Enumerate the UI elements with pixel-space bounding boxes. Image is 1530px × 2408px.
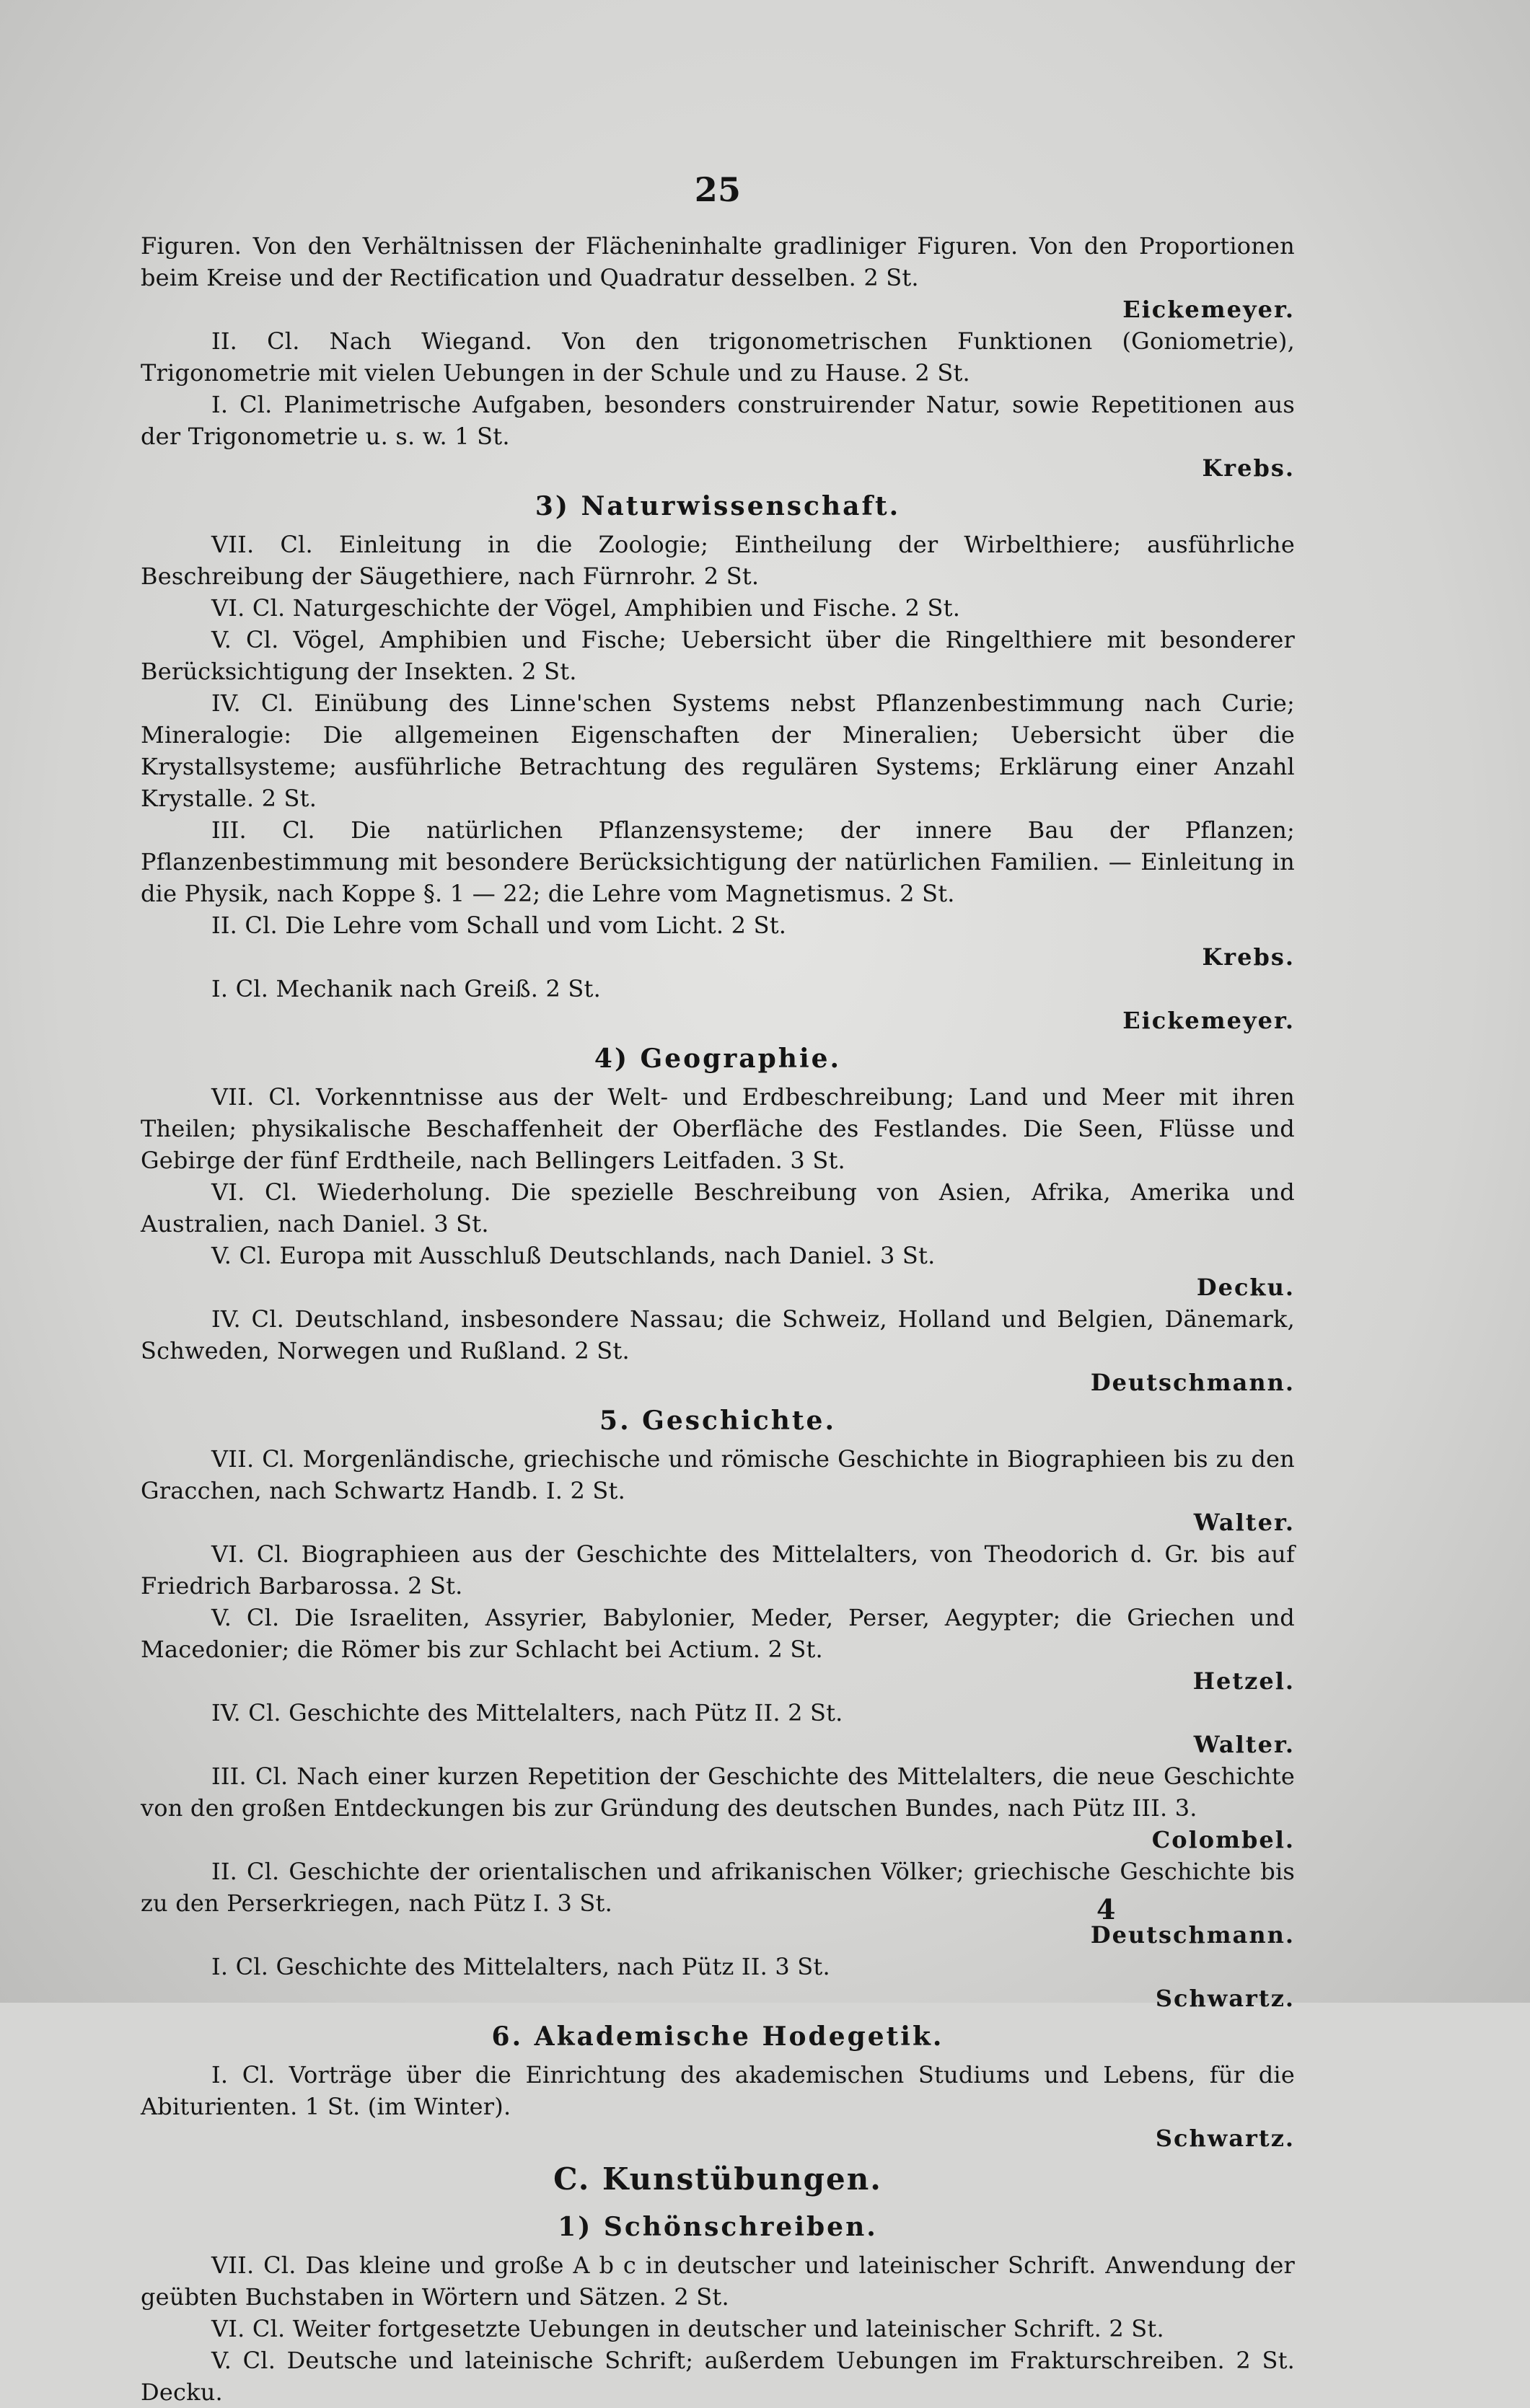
teacher-name: Krebs.: [1202, 454, 1295, 482]
entry-text: II. Cl. Geschichte der orientalischen und afrikanischen Völker; griechische Geschichte bis zu den Perserkriegen, nach Pütz I. 3 St.: [141, 1858, 1295, 1917]
entry-text: V. Cl. Die Israeliten, Assyrier, Babylonier, Meder, Perser, Aegypter; die Griechen und Macedonier; die Römer bis zur Schlacht bei Actium. 2 St.: [141, 1604, 1295, 1663]
teacher-name: Schwartz.: [1155, 2125, 1295, 2152]
entry-text: VII. Cl. Morgenländische, griechische und römische Geschichte in Biographieen bis zu den Gracchen, nach Schwartz Handb. I. 2 St.: [141, 1445, 1295, 1504]
entry-text: VII. Cl. Einleitung in die Zoologie; Eintheilung der Wirbelthiere; ausführliche Beschreibung der Säugethiere, nach Fürnrohr. 2 St.: [141, 531, 1295, 590]
entry-text: I. Cl. Planimetrische Aufgaben, besonders construirender Natur, sowie Repetitionen aus der Trigonometrie u. s. w. 1 St.: [141, 391, 1295, 450]
teacher-name: Walter.: [1193, 1731, 1295, 1758]
section-heading: 3) Naturwissenschaft.: [535, 491, 901, 521]
page-content: [141, 155, 1295, 2408]
entry-text: V. Cl. Europa mit Ausschluß Deutschlands, nach Daniel. 3 St.: [211, 1242, 936, 1269]
entry-text: I. Cl. Mechanik nach Greiß. 2 St.: [211, 975, 601, 1002]
entry-text: IV. Cl. Einübung des Linne'schen Systems nebst Pflanzenbestimmung nach Curie; Mineralogie: Die allgemeinen Eigenschaften der Mineralien; Uebersicht über die Krystallsysteme; ausführliche Betrachtung des regulären Systems; Erklärung einer Anzahl Krystalle. 2 St.: [141, 689, 1295, 812]
section-heading: 5. Geschichte.: [599, 1406, 836, 1436]
entry-text: V. Cl. Vögel, Amphibien und Fische; Uebersicht über die Ringelthiere mit besonderer Berücksichtigung der Insekten. 2 St.: [141, 626, 1295, 685]
entry-text: V. Cl. Deutsche und lateinische Schrift; außerdem Uebungen im Frakturschreiben. 2 St. Decku.: [141, 2347, 1295, 2406]
page-number: 25: [694, 170, 742, 209]
entry-text: IV. Cl. Deutschland, insbesondere Nassau; die Schweiz, Holland und Belgien, Dänemark, Schweden, Norwegen und Rußland. 2 St.: [141, 1305, 1295, 1364]
entry-text: VI. Cl. Biographieen aus der Geschichte des Mittelalters, von Theodorich d. Gr. bis auf Friedrich Barbarossa. 2 St.: [141, 1540, 1295, 1600]
teacher-name: Eickemeyer.: [1122, 1007, 1295, 1034]
teacher-name: Krebs.: [1202, 943, 1295, 971]
teacher-name: Eickemeyer.: [1122, 296, 1295, 323]
teacher-name: Deutschmann.: [1090, 1921, 1295, 1949]
entry-text: VII. Cl. Vorkenntnisse aus der Welt- und Erdbeschreibung; Land und Meer mit ihren Theilen; physikalische Beschaffenheit der Oberfläche des Festlandes. Die Seen, Flüsse und Gebirge der fünf Erdtheile, nach Bellingers Leitfaden. 3 St.: [141, 1083, 1295, 1174]
teacher-name: Decku.: [1196, 1274, 1295, 1301]
teacher-name: Schwartz.: [1155, 1985, 1295, 2012]
teacher-name: Colombel.: [1151, 1826, 1295, 1853]
entry-text: Figuren. Von den Verhältnissen der Flächeninhalte gradliniger Figuren. Von den Proportionen beim Kreise und der Rectification und Quadratur desselben. 2 St.: [141, 232, 1295, 291]
entry-text: VII. Cl. Das kleine und große A b c in deutscher und lateinischer Schrift. Anwendung der geübten Buchstaben in Wörtern und Sätzen. 2 St.: [141, 2252, 1295, 2311]
entry-text: IV. Cl. Geschichte des Mittelalters, nach Pütz II. 2 St.: [211, 1699, 843, 1726]
entry-text: VI. Cl. Naturgeschichte der Vögel, Amphibien und Fische. 2 St.: [211, 594, 961, 622]
teacher-name: Walter.: [1193, 1509, 1295, 1536]
entry-text: II. Cl. Die Lehre vom Schall und vom Licht. 2 St.: [211, 912, 787, 939]
entry-text: VI. Cl. Weiter fortgesetzte Uebungen in deutscher und lateinischer Schrift. 2 St.: [211, 2315, 1164, 2342]
section-heading: 1) Schönschreiben.: [558, 2212, 878, 2242]
entry-text: VI. Cl. Wiederholung. Die spezielle Beschreibung von Asien, Afrika, Amerika und Australien, nach Daniel. 3 St.: [141, 1178, 1295, 1238]
entry-text: III. Cl. Die natürlichen Pflanzensysteme; der innere Bau der Pflanzen; Pflanzenbestimmung mit besondere Berücksichtigung der natürlichen Familien. — Einleitung in die Physik, nach Koppe §. 1 — 22; die Lehre vom Magnetismus. 2 St.: [141, 816, 1295, 907]
major-heading: C. Kunstübungen.: [553, 2161, 882, 2197]
entry-text: I. Cl. Vorträge über die Einrichtung des akademischen Studiums und Lebens, für die Abiturienten. 1 St. (im Winter).: [141, 2061, 1295, 2120]
section-heading: 4) Geographie.: [594, 1044, 842, 1074]
entry-text: II. Cl. Nach Wiegand. Von den trigonometrischen Funktionen (Goniometrie), Trigonometrie mit vielen Uebungen in der Schule und zu Hause. 2 St.: [141, 327, 1295, 387]
teacher-name: Hetzel.: [1192, 1667, 1295, 1695]
teacher-name: Deutschmann.: [1090, 1369, 1295, 1396]
entry-text: I. Cl. Geschichte des Mittelalters, nach Pütz II. 3 St.: [211, 1953, 830, 1980]
signature-mark: 4: [1096, 1893, 1116, 1926]
section-heading: 6. Akademische Hodegetik.: [491, 2021, 944, 2052]
entry-text: III. Cl. Nach einer kurzen Repetition der Geschichte des Mittelalters, die neue Geschichte von den großen Entdeckungen bis zur Gründung des deutschen Bundes, nach Pütz III. 3.: [141, 1763, 1295, 1822]
